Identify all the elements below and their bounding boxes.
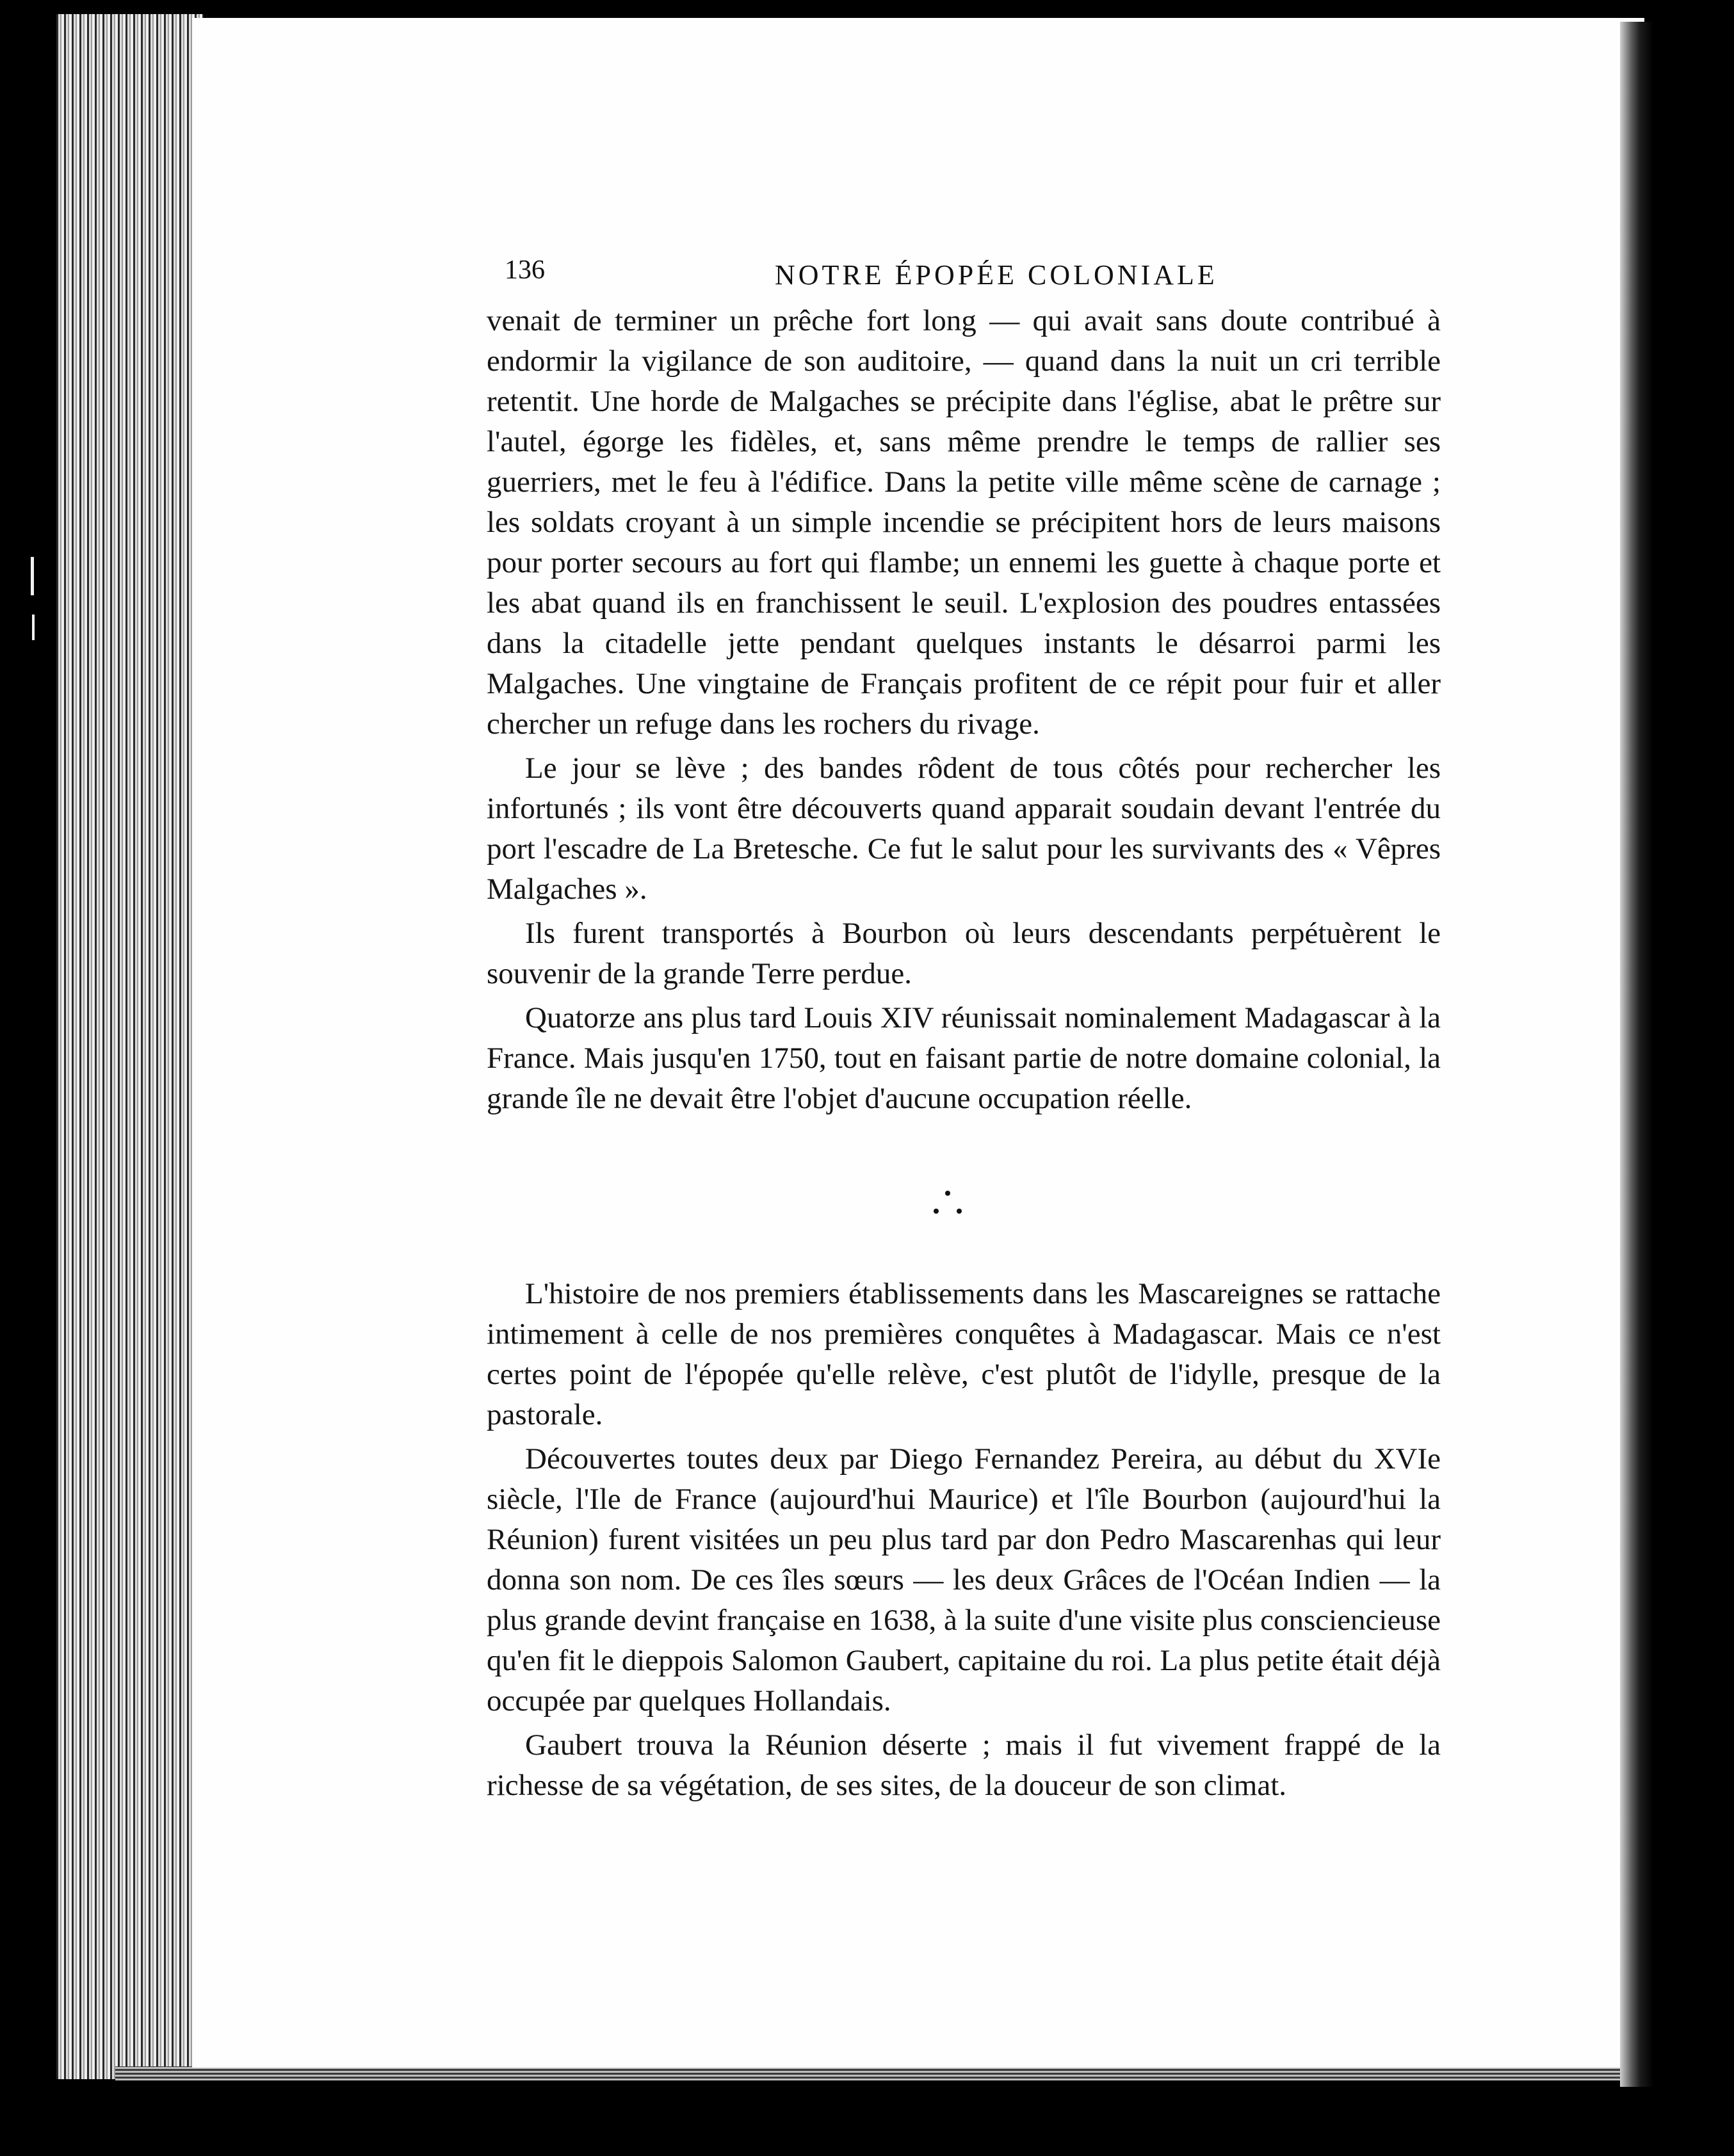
page-bottom-edge (115, 2066, 1652, 2080)
paragraph: Le jour se lève ; des bandes rôdent de tous côtés pour rechercher les infortunés ; ils vont être découverts quand apparait soudain devant l'entrée du port l'escadre de La Bretesche. Ce fut le salut pour les survivants des « Vêpres Malgaches ». (487, 752, 1441, 906)
paragraph: Quatorze ans plus tard Louis XIV réunissait nominalement Madagascar à la France. Mais jusqu'en 1750, tout en faisant partie de notre domaine colonial, la grande île ne devait être l'objet d'aucune occupation réelle. (487, 1001, 1441, 1115)
paragraph: Découvertes toutes deux par Diego Fernandez Pereira, au début du XVIe siècle, l'Ile de France (aujourd'hui Maurice) et l'île Bourbon (aujourd'hui la Réunion) furent visitées un peu plus tard par don Pedro Mascarenhas qui leur donna son nom. De ces îles sœurs — les deux Grâces de l'Océan Indien — la plus grande devint française en 1638, à la suite d'une visite plus consciencieuse qu'en fit le dieppois Salomon Gaubert, capitaine du roi. La plus petite était déjà occupée par quelques Hollandais. (487, 1442, 1441, 1718)
paragraph: L'histoire de nos premiers établissements dans les Mascareignes se rattache intimement à celle de nos premières conquêtes à Madagascar. Mais ce n'est certes point de l'épopée qu'elle relève, c'est plutôt de l'idylle, presque de la pastorale. (487, 1277, 1441, 1431)
book-spine-shadow (0, 0, 64, 2156)
paragraph: venait de terminer un prêche fort long — qui avait sans doute contribué à endormir la vigilance de son auditoire, — quand dans la nuit un cri terrible retentit. Une horde de Malgaches se précipite dans l'église, abat le prêtre sur l'autel, égorge les fidèles, et, sans même prendre le temps de rallier ses guerriers, met le feu à l'édifice. Dans la petite ville même scène de carnage ; les soldats croyant à un simple incendie se précipitent hors de leurs maisons pour porter secours au fort qui flambe; un ennemi les guette à chaque porte et les abat quand ils en franchissent le seuil. L'explosion des poudres entassées dans la citadelle jette pendant quelques instants le désarroi parmi les Malgaches. Une vingtaine de Français profitent de ce répit pour fuir et aller chercher un refuge dans les rochers du rivage. (487, 304, 1441, 741)
text-section-2 (487, 1274, 1441, 1810)
page-stack-edges (56, 14, 204, 2079)
text-section-1 (487, 301, 1441, 1123)
margin-marks (26, 557, 45, 941)
section-separator-asterism (928, 1184, 967, 1223)
running-title: NOTRE ÉPOPÉE COLONIALE (775, 259, 1218, 291)
paragraph: Gaubert trouva la Réunion déserte ; mais il fut vivement frappé de la richesse de sa végétation, de ses sites, de la douceur de son climat. (487, 1728, 1441, 1802)
paragraph: Ils furent transportés à Bourbon où leurs descendants perpétuèrent le souvenir de la grande Terre perdue. (487, 917, 1441, 990)
page-right-edge (1620, 22, 1653, 2087)
page-number: 136 (505, 255, 545, 285)
